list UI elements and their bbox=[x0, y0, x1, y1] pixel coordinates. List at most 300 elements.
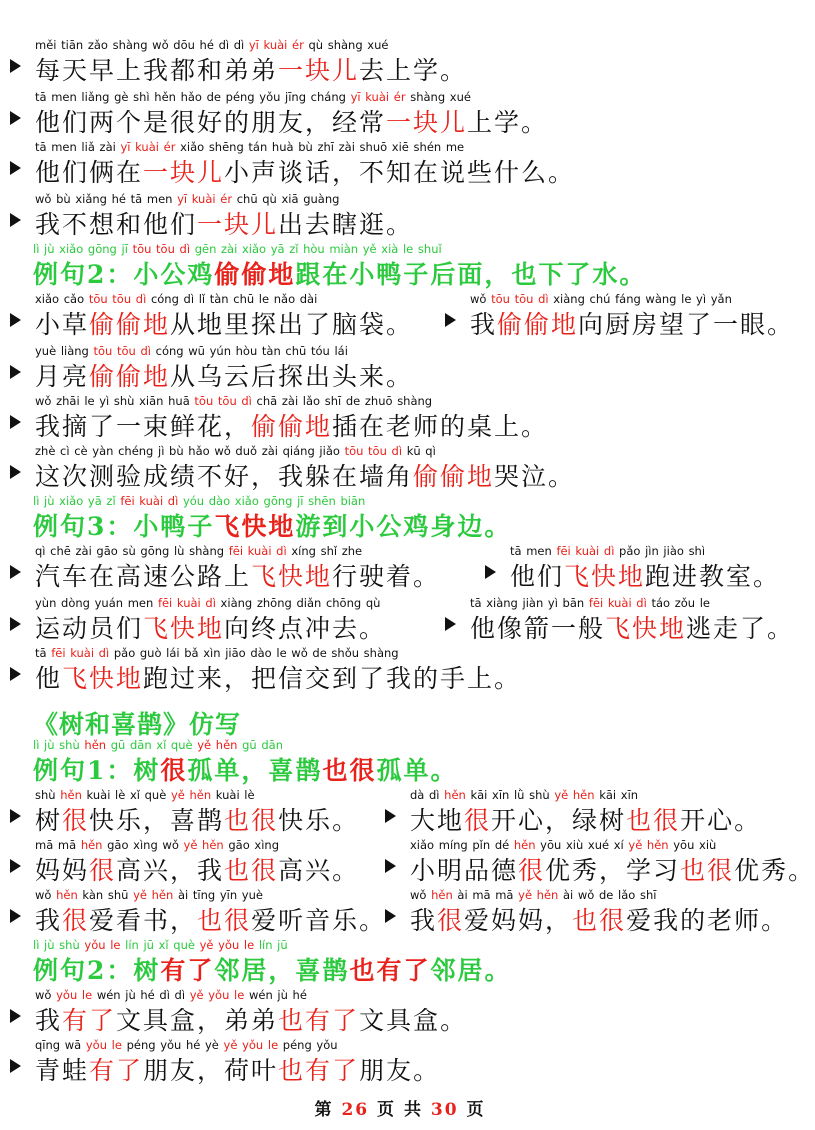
sentence-row bbox=[0, 986, 800, 1038]
hanzi-text: 例句2：树 bbox=[33, 956, 161, 985]
hanzi-text: 向终点冲去。 bbox=[224, 614, 387, 643]
example-title-row bbox=[0, 736, 800, 788]
sentence-segment bbox=[510, 542, 780, 594]
hanzi-highlight: 飞快地 bbox=[62, 664, 144, 693]
sentence-segment bbox=[410, 886, 788, 938]
sentence-row bbox=[0, 1036, 800, 1088]
bullet-triangle-icon bbox=[10, 465, 21, 479]
pinyin-highlight: fēi kuài dì bbox=[228, 544, 287, 558]
pinyin-text: gāo xìng wǒ bbox=[102, 838, 184, 852]
pinyin-highlight: tōu tōu dì bbox=[491, 292, 549, 306]
hanzi-highlight: 偷偷地 bbox=[413, 462, 495, 491]
hanzi-text: 小明品德 bbox=[410, 856, 519, 885]
hanzi-text: 从地里探出了脑袋。 bbox=[170, 310, 414, 339]
hanzi-text: 游到小公鸡身边。 bbox=[295, 512, 512, 541]
hanzi-text: 优秀，学习 bbox=[545, 856, 681, 885]
total-page-number: 30 bbox=[430, 1100, 459, 1120]
bullet-triangle-icon bbox=[10, 415, 21, 429]
pinyin-text: shàng xué bbox=[405, 90, 471, 104]
hanzi-text: 例句2：小公鸡 bbox=[33, 260, 215, 289]
bullet-triangle-icon bbox=[10, 213, 21, 227]
hanzi-text: 妈妈 bbox=[35, 856, 90, 885]
hanzi-text: 月亮 bbox=[35, 362, 90, 391]
chinese-sentence bbox=[35, 1054, 440, 1088]
sentence-segment bbox=[35, 442, 575, 494]
pinyin-text: yōu xiù xué xí bbox=[535, 838, 629, 852]
pinyin-highlight: yě yǒu le bbox=[189, 988, 245, 1002]
pinyin-annotation bbox=[35, 342, 413, 360]
hanzi-highlight: 飞快地 bbox=[143, 614, 225, 643]
pinyin-annotation bbox=[470, 594, 794, 612]
sentence-row bbox=[0, 836, 815, 888]
hanzi-text: 小声谈话，不知在说些什么。 bbox=[224, 158, 576, 187]
pinyin-text: gāo xìng bbox=[223, 838, 280, 852]
pinyin-text: kū qì bbox=[402, 444, 436, 458]
pinyin-text: xíng shǐ zhe bbox=[286, 544, 363, 558]
sentence-row bbox=[0, 786, 800, 838]
hanzi-text: 逃走了。 bbox=[686, 614, 795, 643]
pinyin-annotation bbox=[35, 442, 575, 460]
hanzi-highlight: 很 bbox=[437, 906, 465, 935]
sentence-segment bbox=[33, 240, 646, 292]
hanzi-text: 大地 bbox=[410, 806, 465, 835]
sentence-segment bbox=[35, 1036, 440, 1088]
sentence-segment bbox=[410, 786, 761, 838]
sentence-segment bbox=[35, 786, 359, 838]
footer-middle: 页 共 bbox=[377, 1100, 423, 1120]
pinyin-text: tā men bbox=[510, 544, 557, 558]
example-title-row bbox=[0, 240, 800, 292]
chinese-sentence bbox=[35, 308, 413, 342]
pinyin-text: qīng wā bbox=[35, 1038, 86, 1052]
pinyin-annotation bbox=[35, 88, 548, 106]
pinyin-annotation bbox=[35, 836, 359, 854]
chinese-sentence bbox=[470, 612, 794, 646]
pinyin-text: xiǎo míng pǐn dé bbox=[410, 838, 514, 852]
bullet-triangle-icon bbox=[445, 617, 456, 631]
hanzi-text: 开心，绿树 bbox=[491, 806, 627, 835]
sentence-segment bbox=[35, 392, 548, 444]
hanzi-highlight: 也很 bbox=[322, 756, 377, 785]
pinyin-text: mā mā bbox=[35, 838, 81, 852]
hanzi-highlight: 飞快地 bbox=[214, 512, 296, 541]
hanzi-highlight: 偷偷地 bbox=[497, 310, 579, 339]
sentence-row bbox=[0, 886, 800, 938]
example-title-row bbox=[0, 492, 800, 544]
pinyin-text: wǒ zhāi le yì shù xiān huā bbox=[35, 394, 195, 408]
sentence-row bbox=[0, 190, 800, 242]
pinyin-highlight: yī kuài ér bbox=[350, 90, 406, 104]
pinyin-text: wén jù hé dì dì bbox=[92, 988, 190, 1002]
hanzi-text: 青蛙 bbox=[35, 1056, 90, 1085]
pinyin-text: wǒ bbox=[410, 888, 432, 902]
pinyin-highlight: yī kuài ér bbox=[120, 140, 176, 154]
hanzi-text: 快乐。 bbox=[278, 806, 360, 835]
chinese-sentence bbox=[35, 156, 575, 190]
pinyin-annotation bbox=[35, 644, 521, 662]
sentence-segment bbox=[35, 542, 440, 594]
bullet-triangle-icon bbox=[10, 809, 21, 823]
pinyin-highlight: hěn bbox=[84, 738, 107, 752]
pinyin-annotation bbox=[410, 836, 815, 854]
pinyin-highlight: yī kuài ér bbox=[248, 38, 304, 52]
bullet-triangle-icon bbox=[10, 667, 21, 681]
pinyin-text: kuài lè xǐ què bbox=[81, 788, 171, 802]
pinyin-text: zhè cì cè yàn chéng jì bù hǎo wǒ duǒ zài qiáng jiǎo bbox=[35, 444, 345, 458]
pinyin-text: kàn shū bbox=[77, 888, 134, 902]
hanzi-highlight: 偷偷地 bbox=[89, 310, 171, 339]
hanzi-text: 爱妈妈， bbox=[464, 906, 573, 935]
pinyin-text: lì jù shù bbox=[33, 938, 85, 952]
hanzi-highlight: 也很 bbox=[224, 856, 279, 885]
pinyin-text: pǎo guò lái bǎ xìn jiāo dào le wǒ de shǒu shàng bbox=[109, 646, 399, 660]
sentence-row bbox=[0, 138, 800, 190]
bullet-triangle-icon bbox=[10, 111, 21, 125]
hanzi-highlight: 也有了 bbox=[349, 956, 431, 985]
chinese-sentence bbox=[35, 612, 386, 646]
pinyin-highlight: yǒu le bbox=[56, 988, 93, 1002]
hanzi-text: 汽车在高速公路上 bbox=[35, 562, 252, 591]
hanzi-text: 他们俩在 bbox=[35, 158, 144, 187]
chinese-sentence bbox=[35, 54, 467, 88]
hanzi-text: 我 bbox=[35, 1006, 63, 1035]
pinyin-highlight: tōu tōu dì bbox=[344, 444, 403, 458]
bullet-triangle-icon bbox=[10, 909, 21, 923]
pinyin-text: yóu dào xiǎo gōng jī shēn biān bbox=[178, 494, 366, 508]
bullet-triangle-icon bbox=[10, 859, 21, 873]
pinyin-text: měi tiān zǎo shàng wǒ dōu hé dì dì bbox=[35, 38, 249, 52]
bullet-triangle-icon bbox=[385, 909, 396, 923]
hanzi-text: 例句3：小鸭子 bbox=[33, 512, 215, 541]
sentence-row bbox=[0, 594, 800, 646]
chinese-sentence bbox=[35, 1004, 467, 1038]
pinyin-annotation bbox=[410, 886, 788, 904]
chinese-sentence bbox=[33, 754, 457, 788]
bullet-triangle-icon bbox=[445, 313, 456, 327]
pinyin-text: lì jù xiǎo yā zǐ bbox=[33, 494, 121, 508]
pinyin-annotation bbox=[35, 36, 467, 54]
hanzi-highlight: 很 bbox=[464, 806, 492, 835]
pinyin-text: lì jù xiǎo gōng jī bbox=[33, 242, 133, 256]
hanzi-text: 插在老师的桌上。 bbox=[332, 412, 549, 441]
hanzi-text: 爱看书， bbox=[89, 906, 198, 935]
pinyin-text: qì chē zài gāo sù gōng lù shàng bbox=[35, 544, 229, 558]
bullet-triangle-icon bbox=[10, 1059, 21, 1073]
pinyin-annotation bbox=[35, 190, 413, 208]
hanzi-text: 快乐，喜鹊 bbox=[89, 806, 225, 835]
pinyin-text: wǒ bbox=[35, 988, 57, 1002]
pinyin-highlight: tōu tōu dì bbox=[88, 292, 147, 306]
hanzi-text: 哭泣。 bbox=[494, 462, 576, 491]
pinyin-highlight: yě yǒu le bbox=[199, 938, 255, 952]
sentence-row bbox=[0, 542, 800, 594]
sentence-row bbox=[0, 88, 800, 140]
chinese-sentence bbox=[35, 106, 548, 140]
pinyin-highlight: fēi kuài dì bbox=[556, 544, 615, 558]
chinese-sentence bbox=[410, 804, 761, 838]
pinyin-annotation bbox=[35, 290, 413, 308]
hanzi-highlight: 有了 bbox=[89, 1056, 144, 1085]
pinyin-annotation bbox=[35, 1036, 440, 1054]
pinyin-text: wén jù hé bbox=[244, 988, 307, 1002]
sentence-segment bbox=[35, 88, 548, 140]
hanzi-text: 跑过来，把信交到了我的手上。 bbox=[143, 664, 522, 693]
hanzi-text: 开心。 bbox=[680, 806, 762, 835]
hanzi-highlight: 也很 bbox=[680, 856, 735, 885]
pinyin-highlight: hěn bbox=[431, 888, 453, 902]
chinese-sentence bbox=[35, 460, 575, 494]
pinyin-annotation bbox=[33, 492, 511, 510]
hanzi-text: 我 bbox=[35, 906, 63, 935]
bullet-triangle-icon bbox=[485, 565, 496, 579]
pinyin-highlight: yě hěn bbox=[518, 888, 559, 902]
current-page-number: 26 bbox=[341, 1100, 370, 1120]
hanzi-highlight: 一块儿 bbox=[197, 210, 279, 239]
pinyin-annotation bbox=[35, 392, 548, 410]
pinyin-text: lín jū bbox=[254, 938, 288, 952]
sentence-segment bbox=[35, 836, 359, 888]
hanzi-text: 《树和喜鹊》仿写 bbox=[33, 710, 242, 739]
pinyin-text: tā men liǎ zài bbox=[35, 140, 121, 154]
hanzi-highlight: 有了 bbox=[62, 1006, 117, 1035]
hanzi-highlight: 也有了 bbox=[278, 1006, 360, 1035]
chinese-sentence bbox=[35, 904, 386, 938]
pinyin-annotation bbox=[35, 594, 386, 612]
pinyin-annotation bbox=[35, 886, 386, 904]
pinyin-text: wǒ bbox=[35, 888, 57, 902]
sentence-row bbox=[0, 644, 800, 696]
chinese-sentence bbox=[33, 954, 511, 988]
pinyin-annotation bbox=[33, 240, 646, 258]
chinese-sentence bbox=[35, 854, 359, 888]
sentence-segment bbox=[470, 594, 794, 646]
section-heading bbox=[0, 690, 800, 742]
pinyin-text: cóng dì lǐ tàn chū le nǎo dài bbox=[146, 292, 318, 306]
hanzi-text: 行驶着。 bbox=[332, 562, 441, 591]
hanzi-text: 朋友。 bbox=[359, 1056, 441, 1085]
hanzi-text: 孤单，喜鹊 bbox=[187, 756, 323, 785]
hanzi-highlight: 偷偷地 bbox=[89, 362, 171, 391]
pinyin-highlight: hěn bbox=[60, 788, 82, 802]
pinyin-text: yùn dòng yuán men bbox=[35, 596, 158, 610]
hanzi-text: 跟在小鸭子后面，也下了水。 bbox=[295, 260, 647, 289]
hanzi-text: 孤单。 bbox=[376, 756, 458, 785]
bullet-triangle-icon bbox=[10, 365, 21, 379]
hanzi-text: 文具盒。 bbox=[359, 1006, 468, 1035]
pinyin-text: tā men liǎng gè shì hěn hǎo de péng yǒu jīng cháng bbox=[35, 90, 351, 104]
sentence-row bbox=[0, 36, 800, 88]
pinyin-highlight: yě hěn bbox=[183, 838, 224, 852]
sentence-segment bbox=[35, 342, 413, 394]
pinyin-highlight: yě hěn bbox=[170, 788, 212, 802]
sentence-row bbox=[0, 342, 800, 394]
sentence-segment bbox=[35, 986, 467, 1038]
pinyin-annotation bbox=[470, 290, 794, 308]
hanzi-highlight: 一块儿 bbox=[143, 158, 225, 187]
hanzi-text: 我不想和他们 bbox=[35, 210, 198, 239]
sentence-segment bbox=[410, 836, 815, 888]
hanzi-text: 我 bbox=[470, 310, 498, 339]
sentence-segment bbox=[33, 492, 511, 544]
hanzi-highlight: 很 bbox=[160, 756, 188, 785]
hanzi-text: 从乌云后探出头来。 bbox=[170, 362, 414, 391]
pinyin-text: táo zǒu le bbox=[646, 596, 711, 610]
example-title-row bbox=[0, 936, 800, 988]
pinyin-text: chā zài lǎo shī de zhuō shàng bbox=[251, 394, 433, 408]
pinyin-text: xiǎo shēng tán huà bù zhī zài shuō xiē shén me bbox=[175, 140, 465, 154]
pinyin-text: péng yǒu bbox=[278, 1038, 338, 1052]
pinyin-text: kāi xīn lǜ shù bbox=[465, 788, 555, 802]
hanzi-text: 小草 bbox=[35, 310, 90, 339]
hanzi-text: 爱我的老师。 bbox=[626, 906, 789, 935]
sentence-segment bbox=[35, 594, 386, 646]
chinese-sentence bbox=[35, 360, 413, 394]
pinyin-text: xiàng chú fáng wàng le yì yǎn bbox=[548, 292, 732, 306]
pinyin-text: yuè liàng bbox=[35, 344, 94, 358]
pinyin-annotation bbox=[510, 542, 780, 560]
hanzi-text: 他们两个是很好的朋友，经常 bbox=[35, 108, 387, 137]
sentence-segment bbox=[35, 290, 413, 342]
sentence-row bbox=[0, 442, 800, 494]
pinyin-annotation bbox=[35, 138, 575, 156]
pinyin-highlight: fēi kuài dì bbox=[51, 646, 110, 660]
hanzi-highlight: 偷偷地 bbox=[251, 412, 333, 441]
pinyin-text: dà dì bbox=[410, 788, 445, 802]
chinese-sentence bbox=[35, 804, 359, 838]
sentence-segment bbox=[35, 138, 575, 190]
hanzi-highlight: 也有了 bbox=[278, 1056, 360, 1085]
pinyin-highlight: tōu tōu dì bbox=[132, 242, 191, 256]
pinyin-text: tā xiàng jiàn yì bān bbox=[470, 596, 589, 610]
sentence-row bbox=[0, 290, 800, 342]
hanzi-text: 邻居，喜鹊 bbox=[214, 956, 350, 985]
pinyin-text: ài wǒ de lǎo shī bbox=[558, 888, 657, 902]
pinyin-highlight: fēi kuài dì bbox=[157, 596, 216, 610]
hanzi-text: 出去瞎逛。 bbox=[278, 210, 414, 239]
pinyin-text: yōu xiù bbox=[668, 838, 717, 852]
hanzi-highlight: 很 bbox=[518, 856, 546, 885]
hanzi-highlight: 一块儿 bbox=[386, 108, 468, 137]
pinyin-text: qù shàng xué bbox=[303, 38, 389, 52]
hanzi-text: 去上学。 bbox=[359, 56, 468, 85]
pinyin-text: gēn zài xiǎo yā zǐ hòu miàn yě xià le shuǐ bbox=[190, 242, 442, 256]
chinese-sentence bbox=[33, 510, 511, 544]
hanzi-highlight: 偷偷地 bbox=[214, 260, 296, 289]
pinyin-text: ài mā mā bbox=[452, 888, 519, 902]
sentence-segment bbox=[35, 36, 467, 88]
hanzi-highlight: 也很 bbox=[224, 806, 279, 835]
chinese-sentence bbox=[35, 560, 440, 594]
hanzi-text: 朋友，荷叶 bbox=[143, 1056, 279, 1085]
hanzi-highlight: 一块儿 bbox=[278, 56, 360, 85]
pinyin-highlight: yě hěn bbox=[554, 788, 595, 802]
pinyin-annotation bbox=[33, 936, 511, 954]
pinyin-text: xiǎo cǎo bbox=[35, 292, 89, 306]
pinyin-text: lín jū xǐ què bbox=[120, 938, 200, 952]
sentence-segment bbox=[35, 190, 413, 242]
pinyin-text: tā bbox=[35, 646, 52, 660]
pinyin-annotation bbox=[33, 736, 457, 754]
hanzi-text: 这次测验成绩不好，我躲在墙角 bbox=[35, 462, 414, 491]
bullet-triangle-icon bbox=[385, 859, 396, 873]
pinyin-highlight: yě hěn bbox=[197, 738, 238, 752]
chinese-sentence bbox=[510, 560, 780, 594]
pinyin-highlight: fēi kuài dì bbox=[588, 596, 647, 610]
hanzi-highlight: 很 bbox=[62, 806, 90, 835]
pinyin-highlight: hěn bbox=[56, 888, 78, 902]
hanzi-text: 他像箭一般 bbox=[470, 614, 606, 643]
pinyin-annotation bbox=[33, 690, 241, 708]
hanzi-text: 他 bbox=[35, 664, 63, 693]
pinyin-highlight: tōu tōu dì bbox=[194, 394, 252, 408]
pinyin-text: xiàng zhōng diǎn chōng qù bbox=[215, 596, 381, 610]
bullet-triangle-icon bbox=[10, 1009, 21, 1023]
chinese-sentence bbox=[35, 410, 548, 444]
sentence-segment bbox=[35, 886, 386, 938]
pinyin-text: wǒ bù xiǎng hé tā men bbox=[35, 192, 178, 206]
sentence-segment bbox=[33, 936, 511, 988]
pinyin-text: cóng wū yún hòu tàn chū tóu lái bbox=[151, 344, 348, 358]
bullet-triangle-icon bbox=[10, 617, 21, 631]
pinyin-highlight: hěn bbox=[80, 838, 103, 852]
pinyin-annotation bbox=[35, 542, 440, 560]
hanzi-highlight: 也很 bbox=[626, 806, 681, 835]
pinyin-highlight: tōu tōu dì bbox=[93, 344, 151, 358]
sentence-segment bbox=[470, 290, 794, 342]
pinyin-text: pǎo jìn jiào shì bbox=[614, 544, 706, 558]
sentence-segment bbox=[33, 736, 457, 788]
hanzi-text: 例句1：树 bbox=[33, 756, 161, 785]
pinyin-text: kuài lè bbox=[211, 788, 255, 802]
hanzi-text: 上学。 bbox=[467, 108, 549, 137]
pinyin-highlight: hěn bbox=[513, 838, 536, 852]
chinese-sentence bbox=[410, 904, 788, 938]
pinyin-text: shù bbox=[35, 788, 61, 802]
page-footer bbox=[0, 1095, 800, 1120]
pinyin-text: kāi xīn bbox=[594, 788, 639, 802]
hanzi-text: 向厨房望了一眼。 bbox=[578, 310, 795, 339]
hanzi-highlight: 也很 bbox=[197, 906, 252, 935]
hanzi-text: 优秀。 bbox=[734, 856, 815, 885]
hanzi-highlight: 飞快地 bbox=[251, 562, 333, 591]
chinese-sentence bbox=[470, 308, 794, 342]
hanzi-text: 邻居。 bbox=[430, 956, 512, 985]
pinyin-text: ài tīng yīn yuè bbox=[173, 888, 263, 902]
pinyin-highlight: yě yǒu le bbox=[223, 1038, 279, 1052]
bullet-triangle-icon bbox=[10, 161, 21, 175]
hanzi-text: 树 bbox=[35, 806, 63, 835]
pinyin-highlight: yě hěn bbox=[628, 838, 669, 852]
hanzi-text: 爱听音乐。 bbox=[251, 906, 387, 935]
footer-prefix: 第 bbox=[314, 1100, 334, 1120]
sentence-segment bbox=[35, 644, 521, 696]
pinyin-highlight: yǒu le bbox=[84, 938, 121, 952]
sentence-row bbox=[0, 392, 800, 444]
hanzi-highlight: 很 bbox=[89, 856, 117, 885]
pinyin-annotation bbox=[410, 786, 761, 804]
pinyin-highlight: yǒu le bbox=[85, 1038, 122, 1052]
hanzi-highlight: 飞快地 bbox=[605, 614, 687, 643]
footer-suffix: 页 bbox=[466, 1100, 486, 1120]
hanzi-text: 高兴。 bbox=[278, 856, 360, 885]
hanzi-highlight: 也很 bbox=[572, 906, 627, 935]
hanzi-text: 运动员们 bbox=[35, 614, 144, 643]
hanzi-text: 高兴，我 bbox=[116, 856, 225, 885]
hanzi-highlight: 很 bbox=[62, 906, 90, 935]
hanzi-text: 每天早上我都和弟弟 bbox=[35, 56, 279, 85]
hanzi-text: 我 bbox=[410, 906, 438, 935]
chinese-sentence bbox=[35, 208, 413, 242]
